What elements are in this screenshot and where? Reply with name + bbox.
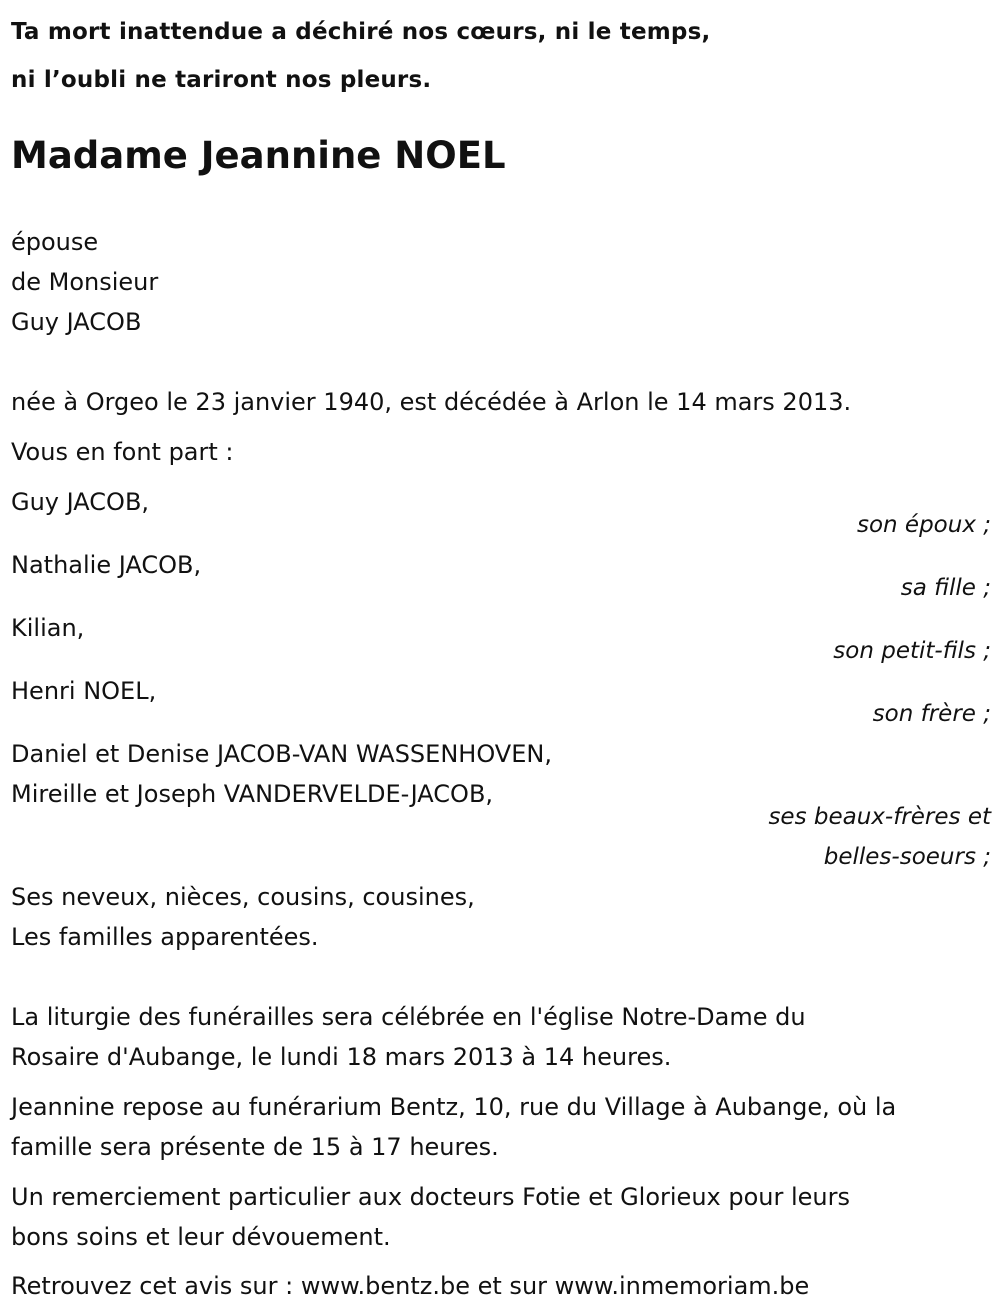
- announcement-intro: Vous en font part :: [11, 438, 234, 466]
- extended-family-1: Ses neveux, nièces, cousins, cousines,: [11, 883, 475, 911]
- spouse-line-1: épouse: [11, 228, 99, 256]
- family-member-relation: son frère ;: [872, 701, 991, 727]
- thanks-line-2: bons soins et leur dévouement.: [11, 1223, 391, 1251]
- extended-family-2: Les familles apparentées.: [11, 923, 319, 951]
- liturgy-line-2: Rosaire d'Aubange, le lundi 18 mars 2013 à 14 heures.: [11, 1043, 672, 1071]
- spouse-line-3: Guy JACOB: [11, 308, 142, 336]
- epigraph-line-1: Ta mort inattendue a déchiré nos cœurs, ni le temps,: [11, 19, 711, 45]
- in-laws-relation-1: ses beaux-frères et: [768, 804, 991, 830]
- family-member-relation: son petit-fils ;: [833, 638, 991, 664]
- family-member-name: Guy JACOB,: [11, 488, 150, 516]
- footer-websites: Retrouvez cet avis sur : www.bentz.be et sur www.inmemoriam.be: [11, 1272, 810, 1300]
- family-member-relation: son époux ;: [856, 512, 991, 538]
- liturgy-line-1: La liturgie des funérailles sera célébrée en l'église Notre-Dame du: [11, 1003, 806, 1031]
- in-laws-name-1: Daniel et Denise JACOB-VAN WASSENHOVEN,: [11, 740, 552, 768]
- deceased-name: Madame Jeannine NOEL: [11, 134, 506, 177]
- thanks-line-1: Un remerciement particulier aux docteurs Fotie et Glorieux pour leurs: [11, 1183, 851, 1211]
- family-member-name: Kilian,: [11, 614, 85, 642]
- epigraph-line-2: ni l’oubli ne tariront nos pleurs.: [11, 67, 432, 93]
- spouse-line-2: de Monsieur: [11, 268, 159, 296]
- repose-line-2: famille sera présente de 15 à 17 heures.: [11, 1133, 499, 1161]
- family-member-name: Nathalie JACOB,: [11, 551, 202, 579]
- in-laws-name-2: Mireille et Joseph VANDERVELDE-JACOB,: [11, 780, 494, 808]
- birth-death-line: née à Orgeo le 23 janvier 1940, est décédée à Arlon le 14 mars 2013.: [11, 388, 852, 416]
- repose-line-1: Jeannine repose au funérarium Bentz, 10, rue du Village à Aubange, où la: [11, 1093, 897, 1121]
- epigraph: [11, 8, 710, 104]
- family-member-relation: sa fille ;: [900, 575, 991, 601]
- in-laws-relation-2: belles-soeurs ;: [823, 844, 991, 870]
- family-member-name: Henri NOEL,: [11, 677, 157, 705]
